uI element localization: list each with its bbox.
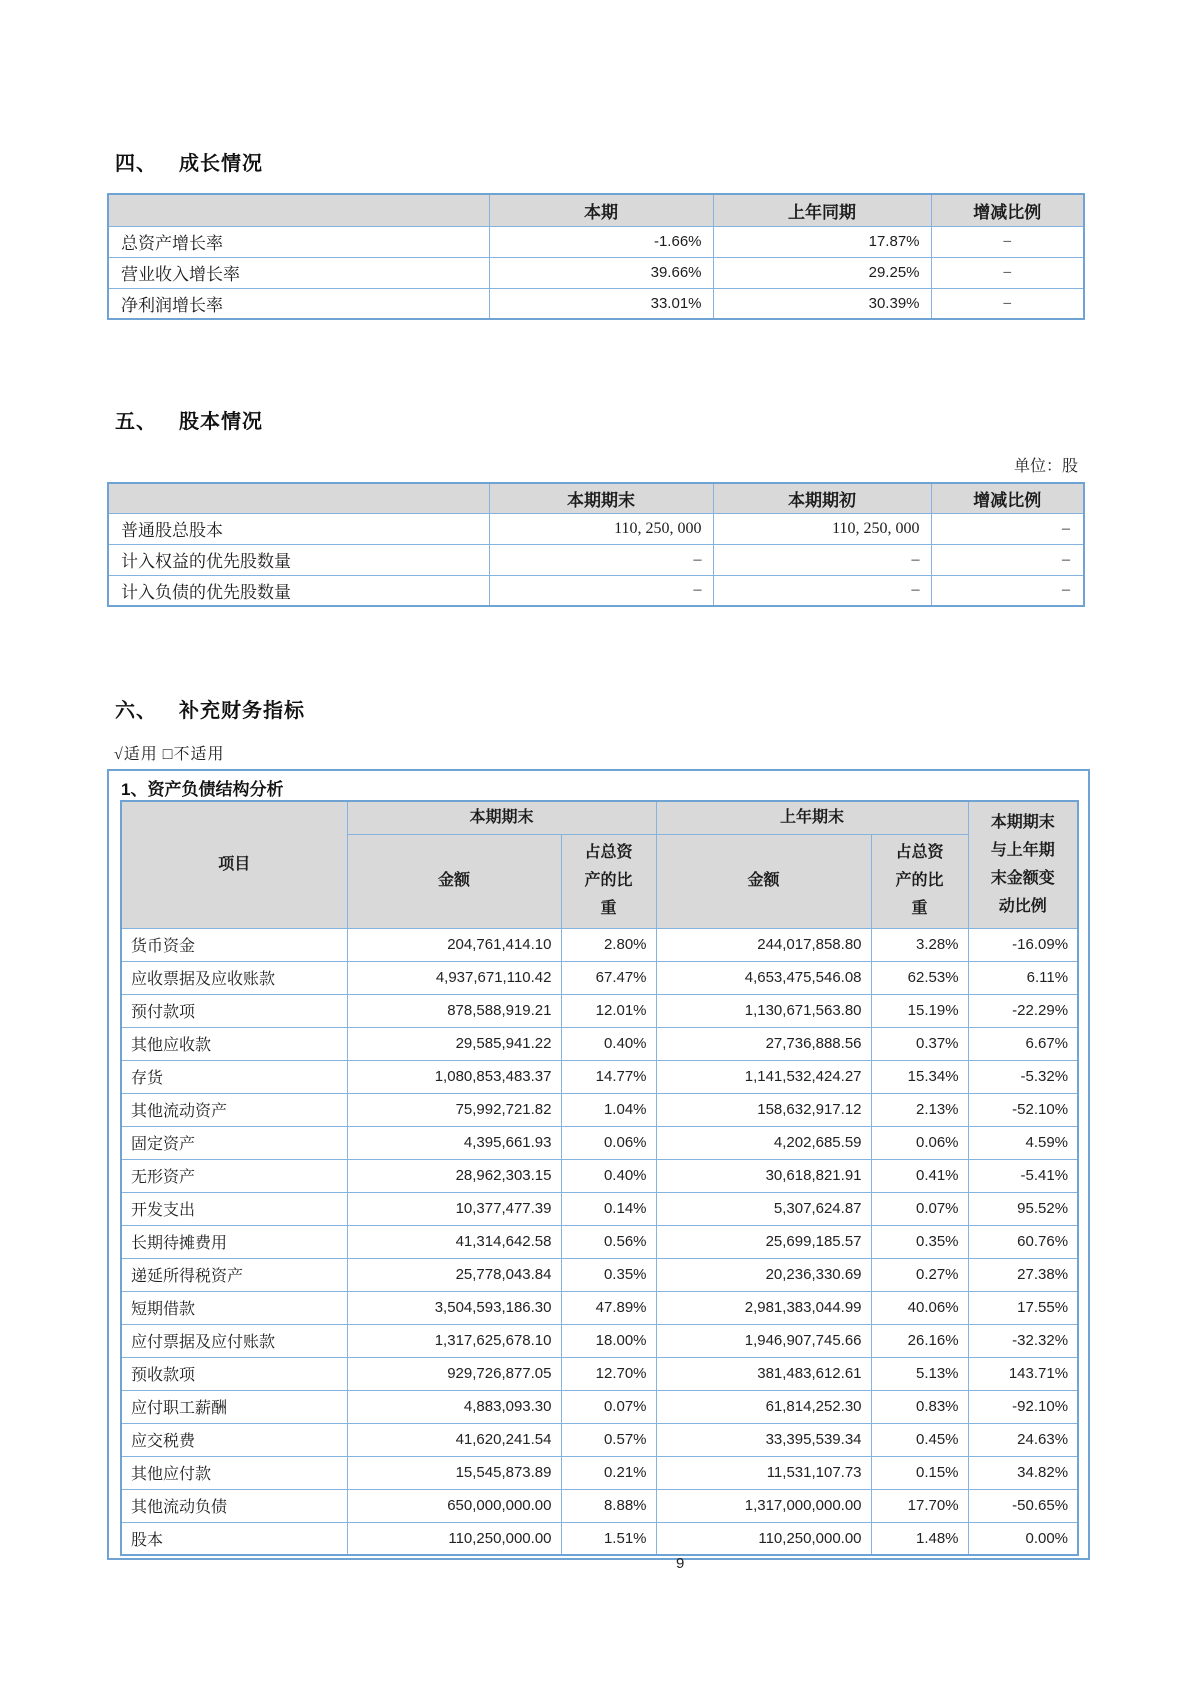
section-5-heading xyxy=(115,405,263,434)
table-row xyxy=(121,1060,1078,1093)
cell-begin: – xyxy=(713,575,931,606)
table-row xyxy=(121,1423,1078,1456)
cell-ca: 4,883,093.30 xyxy=(347,1390,561,1423)
share-capital-table xyxy=(107,482,1085,607)
page-number: 9 xyxy=(676,1555,685,1572)
cell-pr: 15.34% xyxy=(871,1060,968,1093)
balance-header-current-amount: 金额 xyxy=(347,834,561,928)
cell-pa: 4,202,685.59 xyxy=(656,1126,871,1159)
cell-pa: 20,236,330.69 xyxy=(656,1258,871,1291)
cell-chg: -5.41% xyxy=(968,1159,1078,1192)
cell-ca: 41,620,241.54 xyxy=(347,1423,561,1456)
cell-pri: 29.25% xyxy=(713,257,931,288)
cell-pr: 0.06% xyxy=(871,1126,968,1159)
cell-pr: 0.41% xyxy=(871,1159,968,1192)
cell-ca: 878,588,919.21 xyxy=(347,994,561,1027)
cell-cr: 12.70% xyxy=(561,1357,656,1390)
growth-table-header-row xyxy=(108,194,1084,226)
table-row xyxy=(108,226,1084,257)
cell-item: 应交税费 xyxy=(121,1423,347,1456)
subsection-title: 1、资产负债结构分析 xyxy=(121,780,284,799)
growth-header-prior: 上年同期 xyxy=(713,194,931,226)
cell-item: 无形资产 xyxy=(121,1159,347,1192)
cell-pr: 0.07% xyxy=(871,1192,968,1225)
cell-pr: 62.53% xyxy=(871,961,968,994)
cell-pr: 5.13% xyxy=(871,1357,968,1390)
cell-pr: 0.45% xyxy=(871,1423,968,1456)
table-row xyxy=(121,928,1078,961)
cell-chg: 6.11% xyxy=(968,961,1078,994)
cell-item: 其他流动负债 xyxy=(121,1489,347,1522)
balance-structure-box xyxy=(107,769,1090,1560)
cell-pr: 26.16% xyxy=(871,1324,968,1357)
cell-pr: 3.28% xyxy=(871,928,968,961)
cell-label: 普通股总股本 xyxy=(108,513,489,544)
cell-pr: 0.27% xyxy=(871,1258,968,1291)
section-6-heading xyxy=(115,694,305,723)
cell-item: 开发支出 xyxy=(121,1192,347,1225)
balance-header-prior-amount: 金额 xyxy=(656,834,871,928)
table-row xyxy=(108,544,1084,575)
cell-begin: 110, 250, 000 xyxy=(713,513,931,544)
balance-header-item: 项目 xyxy=(121,801,347,928)
unit-note: 单位：股 xyxy=(1013,458,1078,475)
cell-chg: – xyxy=(931,513,1084,544)
cell-ca: 110,250,000.00 xyxy=(347,1522,561,1555)
cell-cr: 0.40% xyxy=(561,1159,656,1192)
cell-item: 其他应付款 xyxy=(121,1456,347,1489)
cell-cr: 0.56% xyxy=(561,1225,656,1258)
table-row xyxy=(121,1093,1078,1126)
growth-header-blank xyxy=(108,194,489,226)
cell-item: 应付票据及应付账款 xyxy=(121,1324,347,1357)
cell-chg: 60.76% xyxy=(968,1225,1078,1258)
cell-cr: 2.80% xyxy=(561,928,656,961)
cell-item: 递延所得税资产 xyxy=(121,1258,347,1291)
cell-ca: 29,585,941.22 xyxy=(347,1027,561,1060)
cell-pa: 1,130,671,563.80 xyxy=(656,994,871,1027)
cell-end: 110, 250, 000 xyxy=(489,513,713,544)
cell-pa: 27,736,888.56 xyxy=(656,1027,871,1060)
cell-label: 营业收入增长率 xyxy=(108,257,489,288)
table-row xyxy=(121,1324,1078,1357)
table-row xyxy=(121,1357,1078,1390)
cell-cr: 0.40% xyxy=(561,1027,656,1060)
share-header-period-begin: 本期期初 xyxy=(713,483,931,513)
cell-chg: 4.59% xyxy=(968,1126,1078,1159)
table-row xyxy=(121,1522,1078,1555)
cell-ca: 4,937,671,110.42 xyxy=(347,961,561,994)
section-5-title: 股本情况 xyxy=(179,411,263,433)
cell-item: 应收票据及应收账款 xyxy=(121,961,347,994)
cell-ca: 929,726,877.05 xyxy=(347,1357,561,1390)
cell-pr: 0.15% xyxy=(871,1456,968,1489)
cell-item: 应付职工薪酬 xyxy=(121,1390,347,1423)
cell-cr: 0.07% xyxy=(561,1390,656,1423)
table-row xyxy=(121,1390,1078,1423)
cell-chg: – xyxy=(931,288,1084,319)
cell-ca: 3,504,593,186.30 xyxy=(347,1291,561,1324)
section-6-number: 六、 xyxy=(115,700,157,722)
table-row xyxy=(121,994,1078,1027)
cell-pr: 2.13% xyxy=(871,1093,968,1126)
cell-pa: 5,307,624.87 xyxy=(656,1192,871,1225)
cell-chg: – xyxy=(931,544,1084,575)
cell-ca: 4,395,661.93 xyxy=(347,1126,561,1159)
cell-cr: 0.14% xyxy=(561,1192,656,1225)
cell-chg: – xyxy=(931,226,1084,257)
cell-pr: 0.37% xyxy=(871,1027,968,1060)
cell-pr: 0.35% xyxy=(871,1225,968,1258)
cell-end: – xyxy=(489,575,713,606)
table-row xyxy=(108,288,1084,319)
share-table-header-row xyxy=(108,483,1084,513)
cell-item: 其他流动资产 xyxy=(121,1093,347,1126)
cell-chg: – xyxy=(931,575,1084,606)
table-row xyxy=(121,1126,1078,1159)
section-4-title: 成长情况 xyxy=(179,153,263,175)
table-row xyxy=(108,257,1084,288)
table-row xyxy=(121,1456,1078,1489)
cell-chg: 6.67% xyxy=(968,1027,1078,1060)
balance-structure-table xyxy=(120,800,1079,1556)
table-row xyxy=(121,1489,1078,1522)
cell-item: 预收款项 xyxy=(121,1357,347,1390)
balance-header-current-group: 本期期末 xyxy=(347,801,656,834)
share-header-blank xyxy=(108,483,489,513)
cell-chg: 34.82% xyxy=(968,1456,1078,1489)
cell-cur: 39.66% xyxy=(489,257,713,288)
share-header-period-end: 本期期末 xyxy=(489,483,713,513)
table-row xyxy=(121,1159,1078,1192)
cell-chg: 24.63% xyxy=(968,1423,1078,1456)
section-4-heading xyxy=(115,147,263,176)
cell-pr: 40.06% xyxy=(871,1291,968,1324)
cell-label: 总资产增长率 xyxy=(108,226,489,257)
cell-begin: – xyxy=(713,544,931,575)
cell-label: 计入负债的优先股数量 xyxy=(108,575,489,606)
cell-pa: 4,653,475,546.08 xyxy=(656,961,871,994)
cell-pa: 381,483,612.61 xyxy=(656,1357,871,1390)
cell-item: 存货 xyxy=(121,1060,347,1093)
cell-cr: 12.01% xyxy=(561,994,656,1027)
cell-ca: 28,962,303.15 xyxy=(347,1159,561,1192)
cell-pa: 61,814,252.30 xyxy=(656,1390,871,1423)
table-row xyxy=(121,961,1078,994)
cell-chg: 27.38% xyxy=(968,1258,1078,1291)
cell-pa: 110,250,000.00 xyxy=(656,1522,871,1555)
cell-ca: 15,545,873.89 xyxy=(347,1456,561,1489)
section-4-number: 四、 xyxy=(115,153,157,175)
cell-pri: 30.39% xyxy=(713,288,931,319)
cell-pr: 15.19% xyxy=(871,994,968,1027)
cell-item: 固定资产 xyxy=(121,1126,347,1159)
cell-ca: 41,314,642.58 xyxy=(347,1225,561,1258)
balance-header-group-row xyxy=(121,801,1078,834)
cell-item: 长期待摊费用 xyxy=(121,1225,347,1258)
cell-cr: 14.77% xyxy=(561,1060,656,1093)
cell-chg: -22.29% xyxy=(968,994,1078,1027)
cell-chg: -52.10% xyxy=(968,1093,1078,1126)
cell-cr: 0.35% xyxy=(561,1258,656,1291)
cell-cr: 47.89% xyxy=(561,1291,656,1324)
cell-pa: 11,531,107.73 xyxy=(656,1456,871,1489)
table-row xyxy=(121,1027,1078,1060)
section-6-title: 补充财务指标 xyxy=(179,700,305,722)
cell-cur: -1.66% xyxy=(489,226,713,257)
cell-chg: -32.32% xyxy=(968,1324,1078,1357)
cell-pr: 1.48% xyxy=(871,1522,968,1555)
balance-header-prior-ratio: 占总资产的比重 xyxy=(871,834,968,928)
growth-header-change: 增减比例 xyxy=(931,194,1084,226)
cell-pa: 244,017,858.80 xyxy=(656,928,871,961)
growth-table xyxy=(107,193,1085,320)
balance-header-current-ratio: 占总资产的比重 xyxy=(561,834,656,928)
cell-ca: 10,377,477.39 xyxy=(347,1192,561,1225)
cell-chg: – xyxy=(931,257,1084,288)
cell-chg: -5.32% xyxy=(968,1060,1078,1093)
applicability-note: √适用 □不适用 xyxy=(114,746,225,763)
table-row xyxy=(108,575,1084,606)
cell-pa: 1,946,907,745.66 xyxy=(656,1324,871,1357)
cell-pa: 30,618,821.91 xyxy=(656,1159,871,1192)
table-row xyxy=(121,1192,1078,1225)
cell-pa: 1,317,000,000.00 xyxy=(656,1489,871,1522)
cell-cr: 0.57% xyxy=(561,1423,656,1456)
cell-ca: 204,761,414.10 xyxy=(347,928,561,961)
cell-pa: 1,141,532,424.27 xyxy=(656,1060,871,1093)
cell-chg: 143.71% xyxy=(968,1357,1078,1390)
cell-item: 预付款项 xyxy=(121,994,347,1027)
cell-item: 短期借款 xyxy=(121,1291,347,1324)
cell-item: 其他应收款 xyxy=(121,1027,347,1060)
share-header-change: 增减比例 xyxy=(931,483,1084,513)
cell-ca: 1,317,625,678.10 xyxy=(347,1324,561,1357)
cell-cr: 1.51% xyxy=(561,1522,656,1555)
cell-end: – xyxy=(489,544,713,575)
cell-chg: 0.00% xyxy=(968,1522,1078,1555)
cell-label: 净利润增长率 xyxy=(108,288,489,319)
cell-chg: 95.52% xyxy=(968,1192,1078,1225)
cell-ca: 75,992,721.82 xyxy=(347,1093,561,1126)
cell-chg: -92.10% xyxy=(968,1390,1078,1423)
cell-cr: 0.21% xyxy=(561,1456,656,1489)
table-row xyxy=(121,1291,1078,1324)
cell-pr: 0.83% xyxy=(871,1390,968,1423)
cell-chg: 17.55% xyxy=(968,1291,1078,1324)
cell-item: 货币资金 xyxy=(121,928,347,961)
growth-header-current: 本期 xyxy=(489,194,713,226)
cell-cr: 1.04% xyxy=(561,1093,656,1126)
cell-ca: 1,080,853,483.37 xyxy=(347,1060,561,1093)
cell-cr: 18.00% xyxy=(561,1324,656,1357)
cell-cr: 8.88% xyxy=(561,1489,656,1522)
cell-item: 股本 xyxy=(121,1522,347,1555)
table-row xyxy=(108,513,1084,544)
cell-cr: 67.47% xyxy=(561,961,656,994)
cell-pr: 17.70% xyxy=(871,1489,968,1522)
section-5-number: 五、 xyxy=(115,411,157,433)
cell-ca: 25,778,043.84 xyxy=(347,1258,561,1291)
table-row xyxy=(121,1258,1078,1291)
cell-pa: 33,395,539.34 xyxy=(656,1423,871,1456)
cell-chg: -16.09% xyxy=(968,928,1078,961)
table-row xyxy=(121,1225,1078,1258)
cell-chg: -50.65% xyxy=(968,1489,1078,1522)
cell-cr: 0.06% xyxy=(561,1126,656,1159)
balance-header-change: 本期期末与上年期末金额变动比例 xyxy=(968,801,1078,928)
balance-header-prior-group: 上年期末 xyxy=(656,801,968,834)
cell-label: 计入权益的优先股数量 xyxy=(108,544,489,575)
cell-pri: 17.87% xyxy=(713,226,931,257)
cell-ca: 650,000,000.00 xyxy=(347,1489,561,1522)
cell-cur: 33.01% xyxy=(489,288,713,319)
cell-pa: 25,699,185.57 xyxy=(656,1225,871,1258)
cell-pa: 158,632,917.12 xyxy=(656,1093,871,1126)
cell-pa: 2,981,383,044.99 xyxy=(656,1291,871,1324)
